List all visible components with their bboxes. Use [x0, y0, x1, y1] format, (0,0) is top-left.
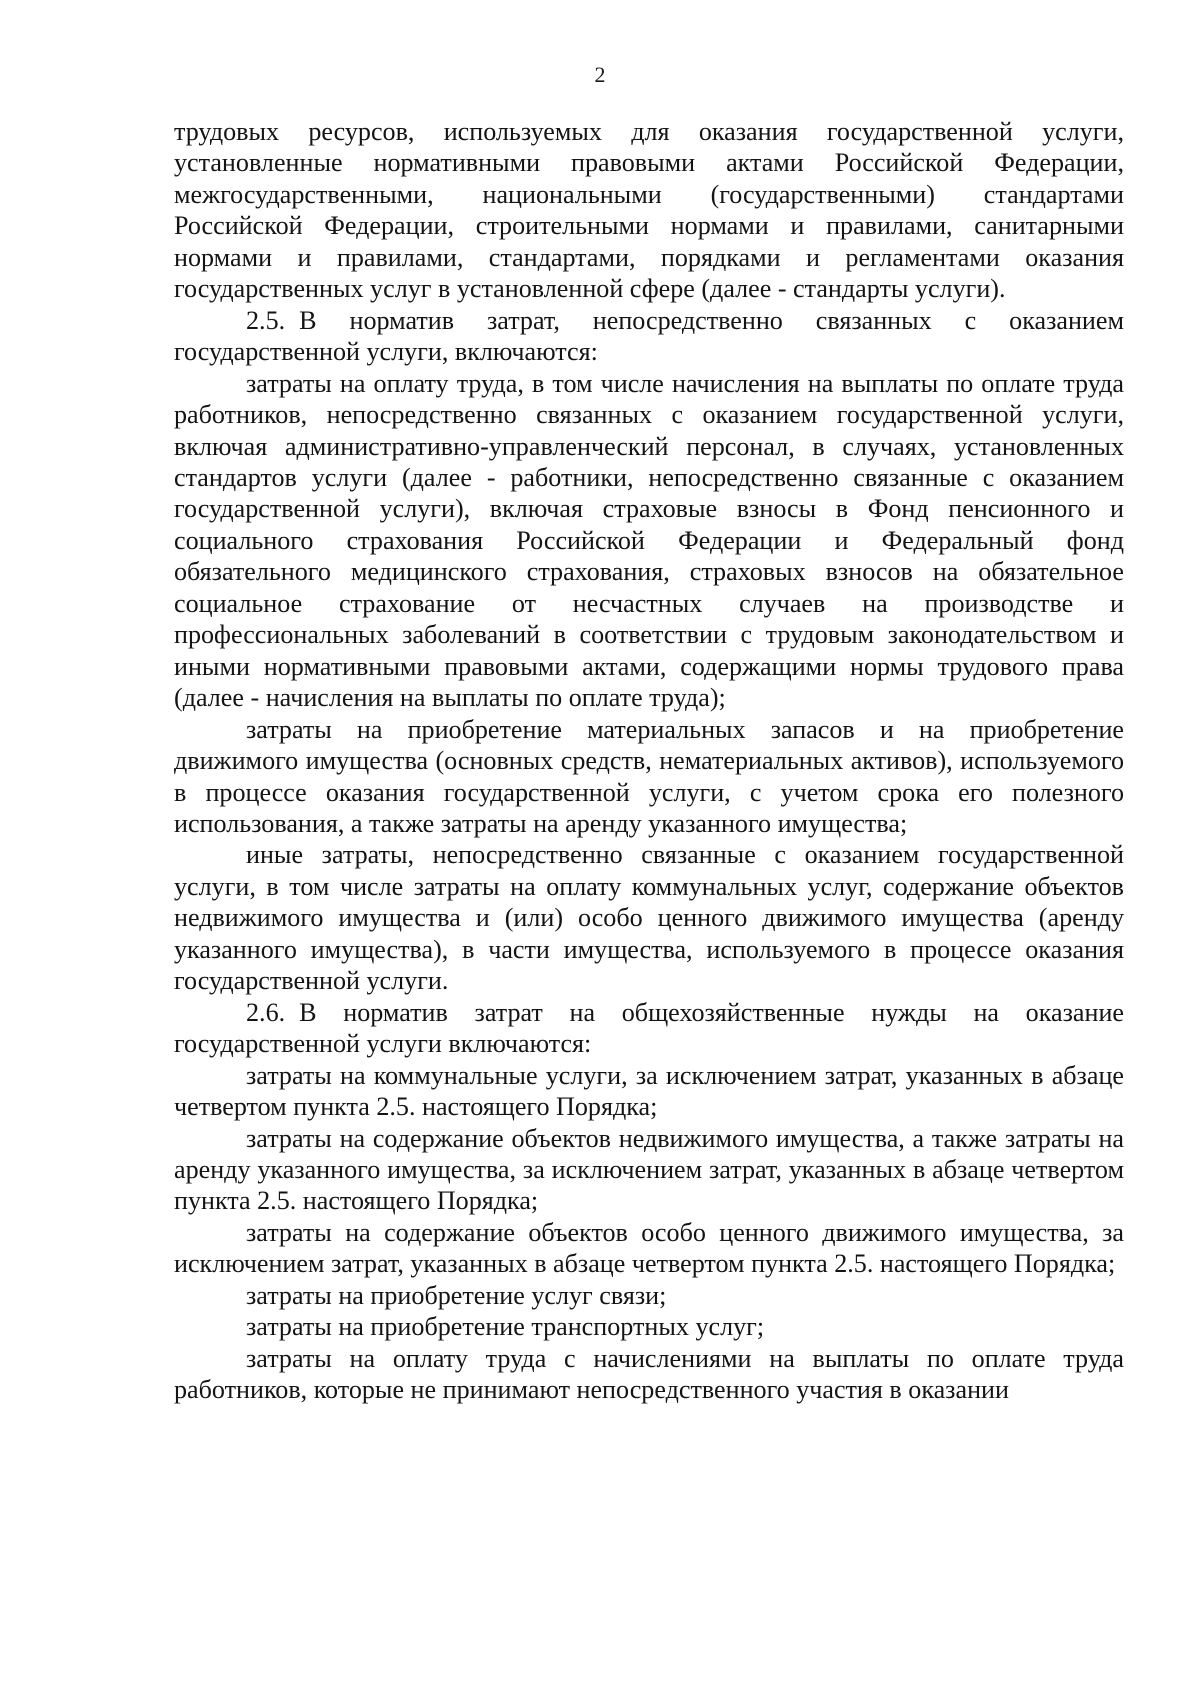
paragraph-transport-costs: затраты на приобретение транспортных услуг; [246, 1312, 765, 1342]
paragraph-other-costs: иные затраты, непосредственно связанные с оказанием государственной услуги, в том числе затраты на оплату коммунальных услуг, содержание объектов недвижимого имущества и (или) особо ценного движимого имущества (аренду указанного имущества), в части имущества, используемого в процессе оказания государственной услуги. [174, 840, 1124, 996]
paragraph-valuable-property-costs: затраты на содержание объектов особо ценного движимого имущества, за исключением затрат, указанных в абзаце четвертом пункта 2.5. настоящего Порядка; [174, 1217, 1124, 1279]
section-number: 2.5. [246, 305, 286, 335]
paragraph-indirect-labor-costs: затраты на оплату труда с начислениями на выплаты по оплате труда работников, которые не принимают непосредственного участия в оказании [174, 1343, 1124, 1405]
section-number: 2.6. [246, 997, 286, 1027]
section-2-5-intro [174, 305, 1124, 368]
document-body [174, 116, 1124, 1406]
section-text: В норматив затрат, непосредственно связанных с оказанием государственной услуги, включаются: [174, 305, 1124, 367]
paragraph-utilities-costs: затраты на коммунальные услуги, за исключением затрат, указанных в абзаце четвертом пункта 2.5. настоящего Порядка; [174, 1060, 1124, 1122]
page-number: 2 [594, 62, 606, 87]
paragraph-real-estate-costs: затраты на содержание объектов недвижимого имущества, а также затраты на аренду указанного имущества, за исключением затрат, указанных в абзаце четвертом пункта 2.5. настоящего Порядка; [174, 1123, 1124, 1216]
paragraph-labor-costs: затраты на оплату труда, в том числе начисления на выплаты по оплате труда работников, непосредственно связанных с оказанием государственной услуги, включая административно-управленческий персонал, в случаях, установленных стандартов услуги (далее - работники, непосредственно связанные с оказанием государственной услуги), включая страховые взносы в Фонд пенсионного и социального страхования Российской Федерации и Федеральный фонд обязательного медицинского страхования, страховых взносов на обязательное социальное страхование от несчастных случаев на производстве и профессиональных заболеваний в соответствии с трудовым законодательством и иными нормативными правовыми актами, содержащими нормы трудового права (далее - начисления на выплаты по оплате труда); [174, 368, 1124, 713]
paragraph-materials-costs: затраты на приобретение материальных запасов и на приобретение движимого имущества (основных средств, нематериальных активов), используемого в процессе оказания государственной услуги, с учетом срока его полезного использования, а также затраты на аренду указанного имущества; [174, 714, 1124, 838]
section-text: В норматив затрат на общехозяйственные нужды на оказание государственной услуги включаются: [174, 997, 1124, 1059]
section-2-6-intro [174, 997, 1124, 1060]
paragraph-continuation: трудовых ресурсов, используемых для оказания государственной услуги, установленные нормативными правовыми актами Российской Федерации, межгосударственными, национальными (государственными) стандартами Российской Федерации, строительными нормами и правилами, санитарными нормами и правилами, стандартами, порядками и регламентами оказания государственных услуг в установленной сфере (далее - стандарты услуги). [174, 117, 1124, 304]
paragraph-communication-costs: затраты на приобретение услуг связи; [246, 1280, 667, 1310]
